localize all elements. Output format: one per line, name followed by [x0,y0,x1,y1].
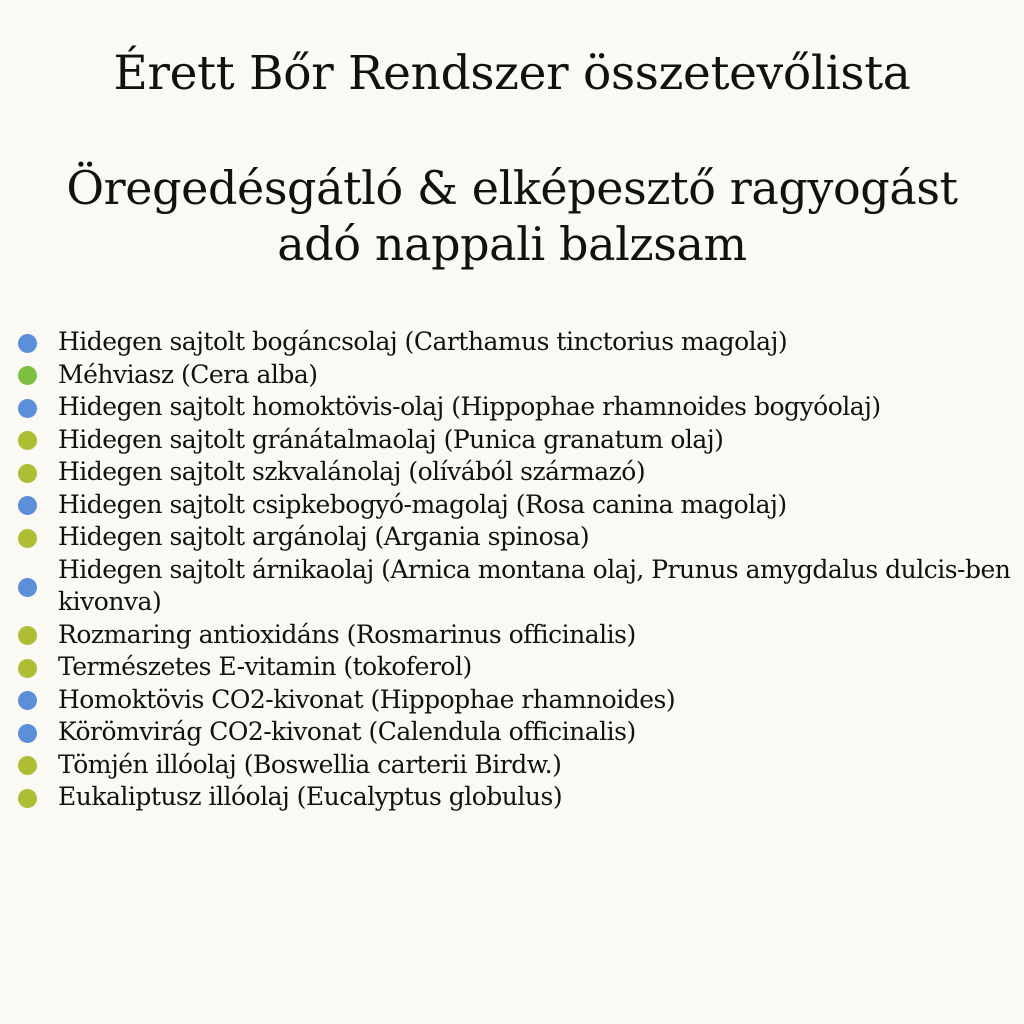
ingredient-text: Hidegen sajtolt csipkebogyó-magolaj (Rosa canina magolaj) [58,489,787,519]
list-item [18,619,1018,652]
ingredient-text: Hidegen sajtolt bogáncsolaj (Carthamus tinctorius magolaj) [58,327,788,356]
ingredient-text: Hidegen sajtolt argánolaj (Argania spinosa) [58,522,590,551]
list-item [18,326,1018,359]
bullet-dot-icon [18,496,37,515]
list-item [18,554,1018,619]
ingredient-text: Eukaliptusz illóolaj (Eucalyptus globulus) [58,782,563,811]
bullet-dot-icon [18,464,37,483]
bullet-dot-icon [18,334,37,353]
bullet-dot-icon [18,529,37,548]
ingredient-text: Hidegen sajtolt homoktövis-olaj (Hippophae rhamnoides bogyóolaj) [58,392,881,421]
page-title: Érett Bőr Rendszer összetevőlista [113,46,911,101]
bullet-dot-icon [18,691,37,710]
list-item [18,749,1018,782]
ingredient-text: Méhviasz (Cera alba) [58,359,318,389]
ingredient-text: Rozmaring antioxidáns (Rosmarinus officinalis) [58,619,636,649]
list-item [18,391,1018,424]
list-item [18,359,1018,392]
list-item [18,456,1018,489]
list-item [18,684,1018,717]
ingredient-list [18,326,1018,814]
product-subtitle: Öregedésgátló & elképesztő ragyogást adó nappali balzsam [66,161,958,271]
bullet-dot-icon [18,756,37,775]
ingredient-text: Hidegen sajtolt gránátalmaolaj (Punica granatum olaj) [58,424,724,454]
ingredient-text: Tömjén illóolaj (Boswellia carterii Birdw.) [58,749,562,779]
bullet-dot-icon [18,724,37,743]
bullet-dot-icon [18,431,37,450]
ingredient-text: Homoktövis CO2-kivonat (Hippophae rhamnoides) [58,684,676,714]
bullet-dot-icon [18,659,37,678]
ingredient-text: Hidegen sajtolt szkvalánolaj (olívából származó) [58,457,646,486]
list-item [18,521,1018,554]
ingredient-text: Körömvirág CO2-kivonat (Calendula officinalis) [58,717,636,746]
bullet-dot-icon [18,626,37,645]
list-item [18,489,1018,522]
list-item [18,424,1018,457]
list-item [18,781,1018,814]
bullet-dot-icon [18,399,37,418]
list-item [18,651,1018,684]
bullet-dot-icon [18,789,37,808]
ingredient-text: Hidegen sajtolt árnikaolaj (Arnica montana olaj, Prunus amygdalus dulcis-ben kivonva) [58,554,1011,616]
bullet-dot-icon [18,366,37,385]
ingredient-text: Természetes E-vitamin (tokoferol) [58,652,472,681]
list-item [18,716,1018,749]
bullet-dot-icon [18,578,37,597]
